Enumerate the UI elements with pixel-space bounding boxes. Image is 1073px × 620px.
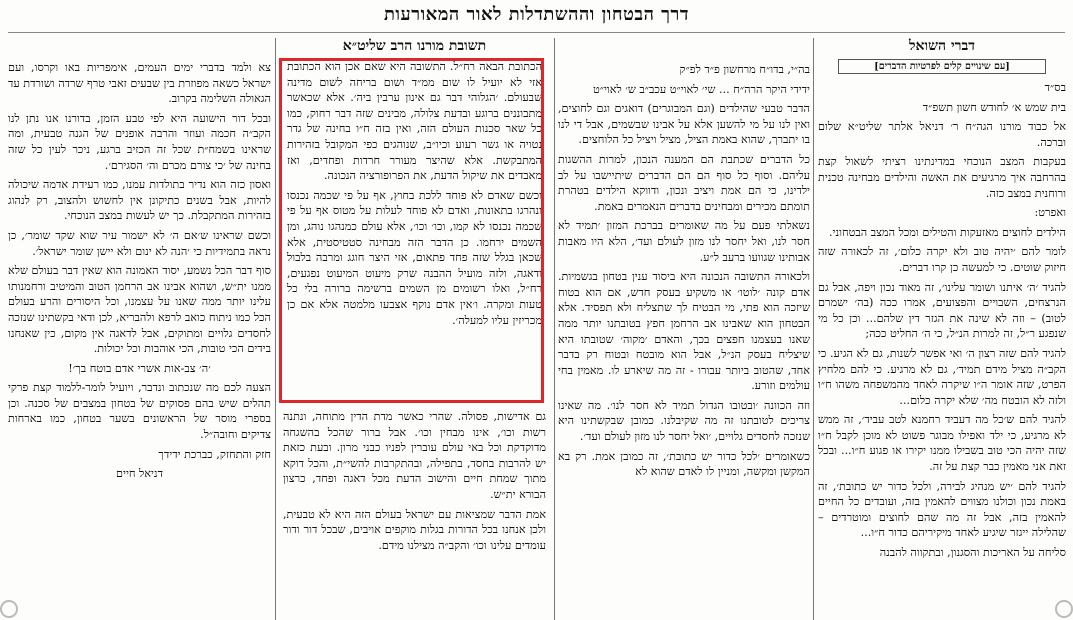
- paragraph: בס״ד: [1044, 81, 1066, 94]
- paragraph: ולכאורה התשובה הנכונה היא ביסוד ענין בטחון בגשמיות. אדם קונה ׳לוטו׳ או משקיע בעסק חדש, אם הוא בטוח שיזכה הוא פתי, מי הבטיח לך שתצליח ולא תפסיד. אלא הבטחון הוא שאבינו אב הרחמן חפץ בטובתנו יותר ממה שאנו בעצמנו חפצים בכך, והאדם ׳מקוה׳ שטובתו היא שיצליח בעסק הנ״ל, אבל הוא מובטח ובטוח רק בדבר אחד, שהטוב ביותר עבורו - זה מה שיארע לו. מאמין בחי עולמים וזורע.: [558, 270, 810, 393]
- paragraph: כשאומרים ׳לכל כדור יש כתובת׳, זה כמובן אמת. רק בא המקשן ומקשה, ומניין לו לאדם שהוא לא: [558, 449, 810, 479]
- column-divider: [554, 38, 555, 620]
- paragraph: הכתובת הבאה רח״ל. התשובה היא שאם אכן הוא הכתובת אזי לא יועיל לו שום ממ״ד ושום בריחה לשום מדינה שבעולם. ׳הגלוהי דבר גם אינון ערבין ביה׳. אלא שכאשר מתבוננים ברוגע ובדעת צלולה, מבינים שזה דבר רחוק, כמו כל שאר סכנות העולם הזה, ואין בזה ח״ו בחינה של גדר נטויה או גשר רעוע וכיו״ב, שנוהגים כפי המקובל בזהירות המתבקשת. אלא שהיצר מעורר חרדות ופחדים, ואז מאבדים את שיקול הדעת, את הפרופורציה הנכונה.: [287, 60, 542, 183]
- paragraph: כל הדברים שכתבת הם המענה הנכון, למרות ההשגות עליהם. וסוף כל סוף הם הם הדברים שיתיישבו על לב ילדינו, כי הם אמת ויציב ונכון, ודווקא הילדים בטהרת תומתם מכירים ומבחינים בדברים הנאמרים באמת.: [558, 152, 810, 213]
- questioner-heading: דברי השואל: [909, 38, 975, 54]
- paragraph: צא ולמד בדברי ימים העמים, אימפריות באו וקרסו, ועם ישראל כשאה מפוזרת בין שבעים זאבי טרף שרדה ושורדת עד הגאולה השלימה בקרוב.: [8, 61, 271, 106]
- title-rule: [8, 32, 1065, 33]
- paragraph: בה״י, בדו״ח מרחשון פ״ד לפ״ק: [679, 63, 810, 76]
- paragraph: להגיד להם ש׳כל מה דעביד רחמנא לטב עביד׳, זה ממש לא מרגיע, כי ילד ואפילו מבוגר פשוט לא מוכן לקבל ח״ו שזה יהיה הכי טוב בשבילו ממנו יקירו או פגוע ח״ו... ובכל זאת אני מאמין כבר קצת על זה.: [818, 413, 1066, 474]
- paragraph: ובכל דור הישועה היא לפי טבע הזמן, בדורנו אנו נתן לנו הקב״ה חכמה ועוזר והרבה אופנים של הגנה טבעית, ומה שראינו בשמח״ת שכל זה הכזיב ברגע, ניכר לעין כל שזה בחינה של ׳כי צורם מכרם וה׳ הסגירם׳.: [8, 111, 271, 172]
- paragraph: וזה הכוונה ׳ובטובו הגדול תמיד לא חסר לנו׳. מה שאינו צריכים לטובתנו זה מה שקיבלנו. כמובן שבקשתינו היא שנזכה לחסדים גלויים, ׳ואל יחסר לנו מזון לעולם ועד׳.: [558, 398, 810, 444]
- paragraph: וכשם שאדם לא פוחד ללכת בחוץ, אף על פי שכמה נכנסו ונהרגו בתאונות, ואדם לא פוחד לעלות על מטוס אף על פי שכמה נכנסו לא קמו, וכו׳ וכו׳, אלא עולם כמנהגו נוהג, ומן השמים ירחמו. כן הדבר הזה מבחינה סטטיסטית, אלא שכאן בגלל שזה פחד פתאום, אזי היצר חוגג ומרבה בלבול ודאגה, ולזה מועיל ההבנה שרק מיעוט המיעוט נפגעים, רח״ל, ואלו רשומים מן השמים ברשימה ברורה בלי כל טעות ומקרה. ו׳אין אדם נוקף אצבעו מלמטה אלא אם כן מכריזין עליו למעלה׳.: [287, 188, 542, 327]
- answer-heading: תשובת מורנו הרב שליט״א: [342, 38, 487, 54]
- paragraph: אמת הדבר שמציאות עם ישראל בעולם הזה היא לא טבעית, ולכן אנחנו בכל הדורות בגלות מוקפים אויבים, שבכל דור ודור עומדים עלינו וכו׳ והקב״ה מצילנו מידם.: [283, 507, 546, 552]
- paragraph: לומר להם ׳יהיה טוב ולא יקרה כלום׳, זה לכאורה שזה חיזוק שוטים. כי למעשה כן קרו דברים.: [818, 245, 1066, 274]
- corner-scroll-icon: [1055, 600, 1073, 618]
- paragraph: סליחה על האריכות והסגנון, ובתקווה להבנה: [879, 546, 1066, 560]
- questioner-column: [818, 36, 1066, 620]
- questioner-subhead: [עם שינויים קלים לפרטיות הדברים]: [838, 59, 1046, 74]
- signoff: חזק והתחזק, כברכת ידידך: [158, 447, 271, 461]
- paragraph: גם אדישות, פסולה. שהרי כאשר מדת הדין מתוחה, ונתנה רשות וכו׳, אינו מבחין וכו׳. אבל ברור שהכל בהשגחה מדוקדקת וכל באי עולם עוברין לפניו כבני מרון. ובעת כזאת יש להרבות בחסד, בתפילה, ובהתקרבות להשי״ת, והכל דוקא מתוך שמחת חיים והישוב הדעת מכל דאגה ופחד, כרצון הבורא ית״ש.: [283, 410, 546, 501]
- column-divider: [813, 38, 814, 620]
- paragraph: נשאלתי פעם על מה שאומרים בברכת המזון ׳תמיד לא חסר לנו, ואל יחסר לנו מזון לעולם ועד׳, הלא היו מאבות אבותינו שגוועו ברעב ל״ע.: [558, 219, 810, 264]
- paragraph: ׳ה׳ צב-אות אשרי אדם בוטח בך׳!: [68, 361, 211, 375]
- paragraph: להגיד להם שזה רצון ה׳ ואי אפשר לשנות, גם לא הגיע. כי הקב״ה מציל מידם תמיד׳, גם לא מרגיע. כי להם מלחיץ הפרט, שזה אומר ה״ו שיקרה לאחד מהמשפחה משהו ח״ו ולזה לא הובטח מה׳ שלא יקרה כלום...: [818, 346, 1066, 407]
- paragraph: הילדים לחוצים מאזעקות והטילים ומכל המצב הבטחוני.: [828, 225, 1066, 239]
- paragraph: בית שמש א׳ לחודש חשון תשפ״ד: [922, 100, 1066, 114]
- paragraph: להגיד להם ׳יש מנהיג לבירה, ולכל כדור יש כתובת׳, זה באמת נכון וכולנו מצווים להאמין בזה, ועובדים כל החיים להאמין בזה, אבל זה מה שהם לחוצים ומוטרדים – שהלילה ייגזר שיגיע לאחד מיקיריהם כדור ח״ו...: [818, 479, 1066, 540]
- answer-column-right: [558, 36, 810, 620]
- paragraph: סוף דבר הכל נשמע, יסוד האמונה הוא שאין דבר בעולם שלא ממנו ית״ש, ושהוא אבינו אב הרחמן הטוב והמיטיב ורחמנותו עלינו יותר ממה שאנו על עצמנו, וכל היסורים והרע בעולם הכל כמו ניתוח כואב לרפא ולהבריא, לכן ודאי בקשתינו שנזכה לחסדים גלויים ומתוקים, אבל לדאגה אין מקום, כין שאנחנו בידים הכי טובות, הכי אוהבות וכל יכולות.: [8, 264, 271, 356]
- paragraph: ואפרט:: [1034, 206, 1066, 220]
- paragraph: וכשם שראינו ש׳אם ה׳ לא ישמור עיר שוא שקד שומר׳, כן נראה בתמידיות כי ׳הנה לא ינום ולא יישן שומר ישראל׳.: [8, 228, 271, 258]
- paragraph: הצעה לכם מה שנכתוב ונדבר, ויועיל לומר-ללמוד קצת פרקי תהלים שיש בהם פסוקים של בטחון במצבים של סכנה. וכן בספרי מוסר של הראשונים בשער בטחון, כמו בארחות צדיקים וחובה״ל.: [8, 381, 271, 442]
- paragraph: ואסון כזה הוא נדיר בתולדות עמנו, כמו רעידת אדמה שיכולה להיות, אבל בשנים כתיקונן אין לחשוש ולהצוב, רק לנהוג בזהירות המתקבלת. כך יש לעשות במצב הנוכחי.: [8, 178, 271, 223]
- paragraph: בעקבות המצב הנוכחי במדינתינו רציתי לשאול קצת בהרחבה איך מרגיעים את האשה והילדים מבחינה טכנית ורוחנית במצב כזה.: [818, 155, 1066, 200]
- paragraph: הדבר טבעי שהילדים (וגם המבוגרים) דואגים וגם לחוצים, ואין לנו על מי להשען אלא על אבינו שבשמים, אבל די לנו בו יתברך, שהוא באמת הציל, מציל ויציל כל הלוחצים.: [558, 102, 810, 147]
- paragraph: אל כבוד מורנו הגה״ח ר׳ דניאל אלתר שליט״א שלום וברכה.: [818, 120, 1066, 149]
- signature: דניאל חיים: [116, 467, 163, 481]
- column-divider: [275, 38, 276, 620]
- highlight-box: [279, 58, 544, 403]
- corner-scroll-icon: [0, 600, 18, 618]
- paragraph: ידידי היקר הרה״ח ... שי׳ לאוי״ט עכב״ב ש׳ לאוי״ט: [592, 82, 810, 96]
- answer-column-left: [8, 36, 271, 620]
- paragraph: להגיד ׳ה׳ איתנו ושומר עלינו׳, זה מאוד נכון ויפה, אבל גם הנרצחים, השבויים והפצועים, אמרו ככה (בה׳ ישמרם לטוב) – וזה לא שינה את הגזר דין שלהם... וכן כל מי שנפגע ר״ל, זה למרות הנ״ל, כי ה׳ החליט ככה;: [818, 280, 1066, 341]
- page-title: דרך הבטחון וההשתדלות לאור המאורעות: [383, 4, 690, 25]
